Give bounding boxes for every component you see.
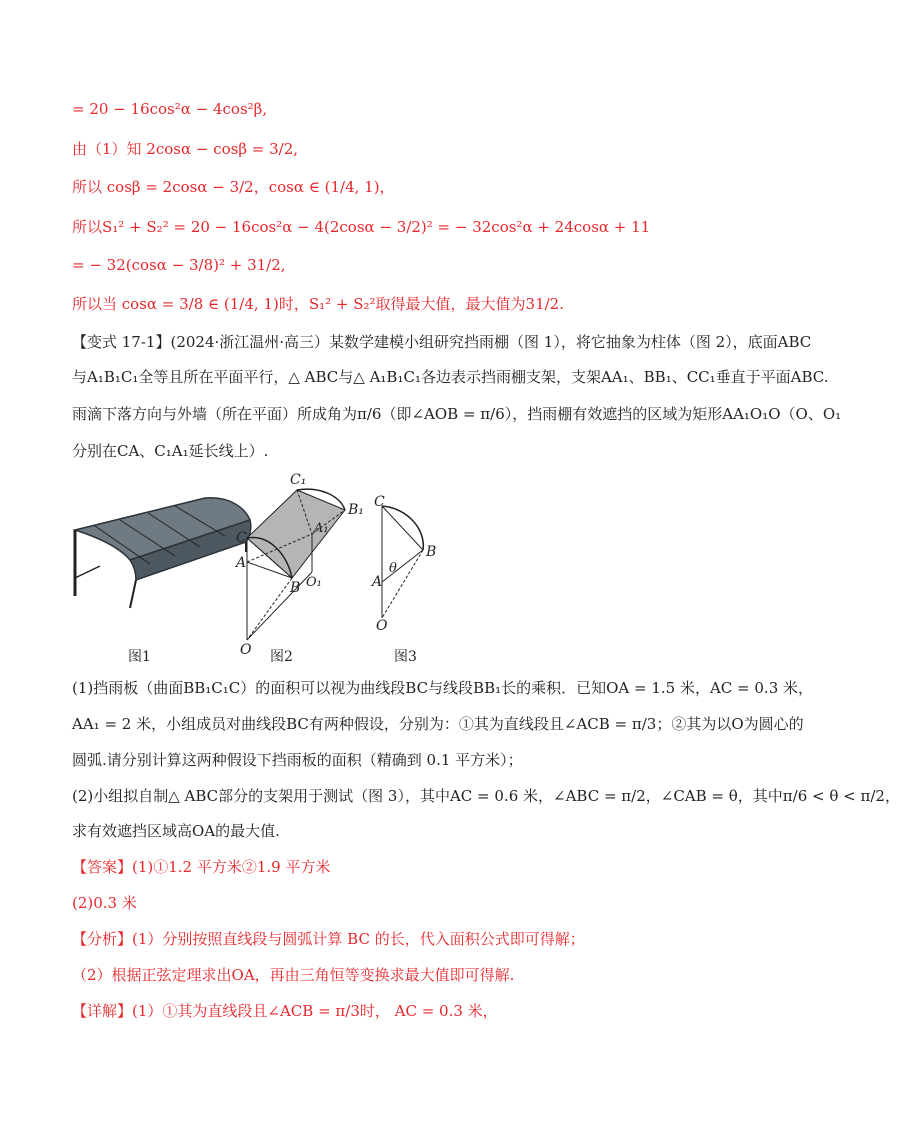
label-b-fig3: B <box>426 544 437 560</box>
label-c-fig3: C <box>374 494 385 510</box>
solution-line-1: = 20 − 16cos²α − 4cos²β, <box>72 100 268 118</box>
question-1-line-1: (1)挡雨板（曲面BB₁C₁C）的面积可以视为曲线段BC与线段BB₁长的乘积．已知OA = 1.5 米，AC = 0.3 米， <box>72 679 814 697</box>
answer-line-2: (2)0.3 米 <box>72 894 137 912</box>
solution-line-4: 所以S₁² + S₂² = 20 − 16cos²α − 4(2cosα − 3/2)² = − 32cos²α + 24cosα + 11 <box>72 218 651 236</box>
fig2-prism-diagram <box>247 489 345 640</box>
fig2-caption: 图2 <box>270 649 293 665</box>
label-c: C <box>236 530 247 546</box>
label-theta: θ <box>389 561 397 576</box>
analysis-line-1: 【分析】(1）分别按照直线段与圆弧计算 BC 的长，代入面积公式即可得解； <box>72 930 585 948</box>
figure-area <box>70 468 470 668</box>
label-o1: O₁ <box>306 575 322 590</box>
question-2-line-1: (2)小组拟自制△ ABC部分的支架用于测试（图 3），其中AC = 0.6 米，∠ABC = π/2，∠CAB = θ，其中π/6 < θ < π/2， <box>72 787 900 805</box>
label-b1: B₁ <box>348 502 364 518</box>
question-2-line-2: 求有效遮挡区域高OA的最大值. <box>72 822 280 840</box>
solution-line-6: 所以当 cosα = 3/8 ∈ (1/4, 1)时，S₁² + S₂²取得最大值，最大值为31/2. <box>72 295 564 313</box>
problem-line-4: 分别在CA、C₁A₁延长线上）. <box>72 442 269 460</box>
label-a1: A₁ <box>314 521 329 536</box>
fig3-caption: 图3 <box>394 649 417 665</box>
detail-line-1: 【详解】(1）①其为直线段且∠ACB = π/3时， AC = 0.3 米， <box>72 1002 498 1020</box>
solution-line-2: 由（1）知 2cosα − cosβ = 3/2, <box>72 140 299 158</box>
fig1-caption: 图1 <box>128 649 151 665</box>
fig1-shelter-drawing <box>75 498 251 608</box>
problem-line-1: 【变式 17-1】(2024·浙江温州·高三）某数学建模小组研究挡雨棚（图 1），将它抽象为柱体（图 2），底面ABC <box>72 333 812 351</box>
label-o: O <box>240 642 252 658</box>
label-a-fig3: A <box>372 574 383 590</box>
problem-line-3: 雨滴下落方向与外墙（所在平面）所成角为π/6（即∠AOB = π/6），挡雨棚有效遮挡的区域为矩形AA₁O₁O（O、O₁ <box>72 405 842 423</box>
answer-line-1: 【答案】(1)①1.2 平方米②1.9 平方米 <box>72 858 331 876</box>
label-a: A <box>236 555 247 571</box>
label-o-fig3: O <box>376 618 388 634</box>
solution-line-5: = − 32(cosα − 3/8)² + 31/2, <box>72 256 286 274</box>
label-c1: C₁ <box>290 472 307 488</box>
figures-svg <box>70 468 470 668</box>
question-1-line-2: AA₁ = 2 米，小组成员对曲线段BC有两种假设，分别为：①其为直线段且∠ACB = π/3；②其为以O为圆心的 <box>72 715 804 733</box>
analysis-line-2: （2）根据正弦定理求出OA，再由三角恒等变换求最大值即可得解. <box>72 966 515 984</box>
problem-line-2: 与A₁B₁C₁全等且所在平面平行，△ ABC与△ A₁B₁C₁各边表示挡雨棚支架，支架AA₁、BB₁、CC₁垂直于平面ABC. <box>72 368 829 386</box>
question-1-line-3: 圆弧.请分别计算这两种假设下挡雨板的面积（精确到 0.1 平方米）； <box>72 751 523 769</box>
label-b: B <box>290 580 301 596</box>
solution-line-3: 所以 cosβ = 2cosα − 3/2，cosα ∈ (1/4, 1)， <box>72 178 395 196</box>
